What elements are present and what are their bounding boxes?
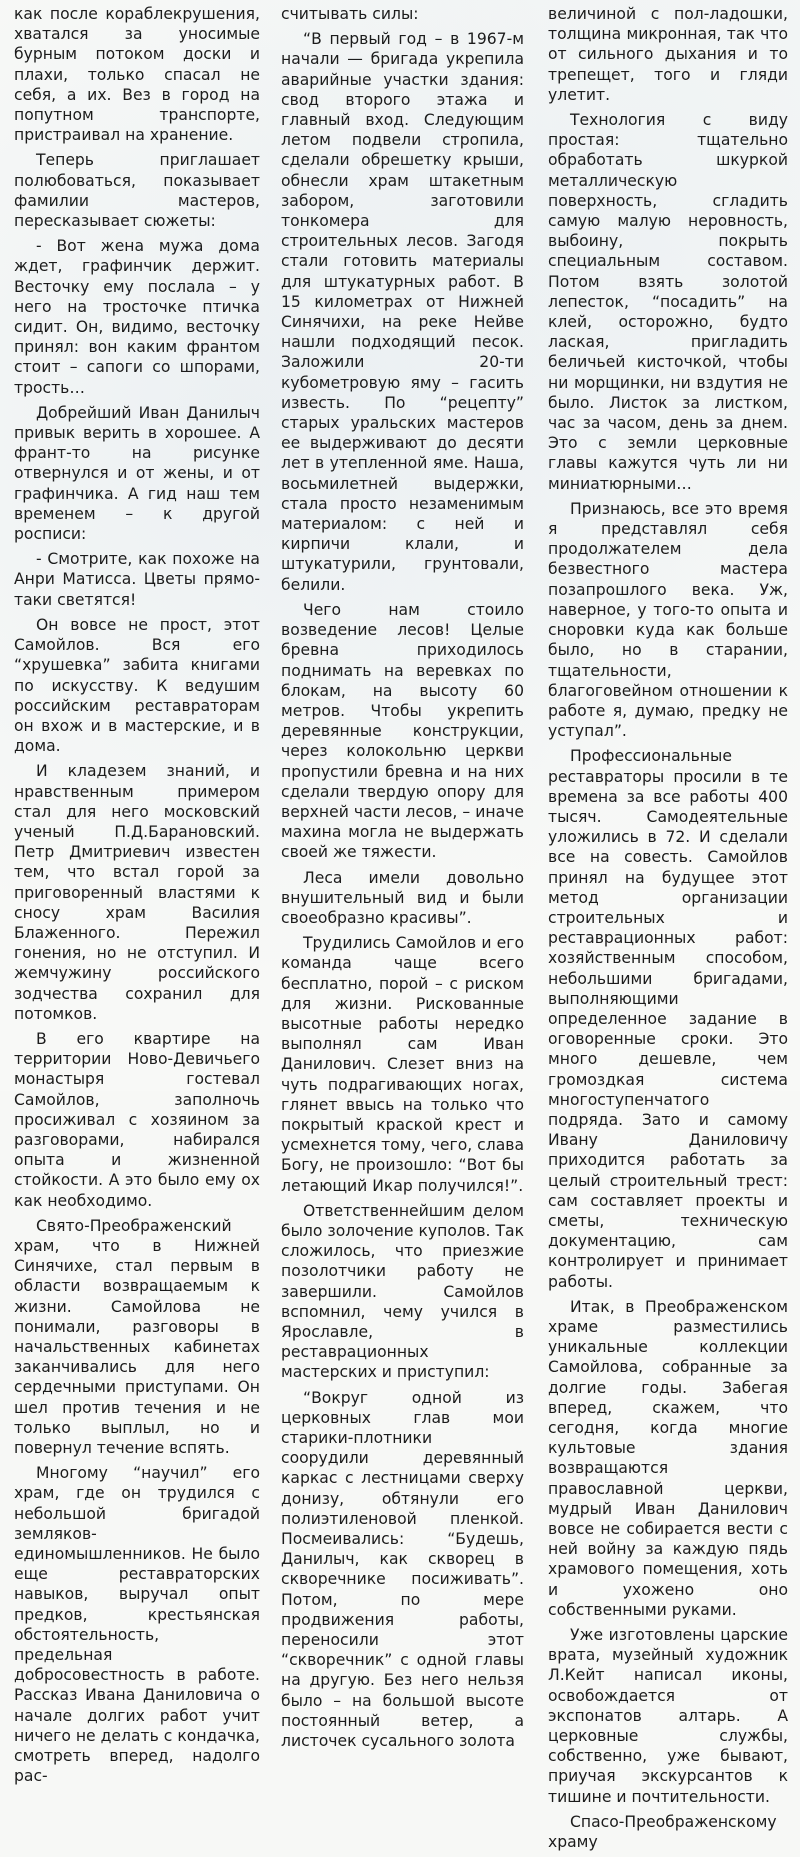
paragraph: “В первый год – в 1967-м начали — бригада укрепила аварийные участки здания: свод второго этажа и главный вход. Следующим летом подвели стропила, сделали обрешетку крыши, обнесли храм штакетным забором, заготовили тонкомера для строительных лесов. Загодя стали готовить материалы для штукатурных работ. В 15 километрах от Нижней Синячихи, на реке Нейве нашли подходящий песок. Заложили 20-ти кубометровую яму – гасить известь. По “рецепту” старых уральских мастеров ее выдерживают до десяти лет в утепленной яме. Наша, восьмилетней выдержки, стала просто незаменимым материалом: с ней и кирпичи клали, и штукатурили, грунтовали, белили. [281,30,524,594]
paragraph: Свято-Преображенский храм, что в Нижней Синячихе, стал первым в области возвращаемым к жизни. Самойлова не понимали, разговоры в начальственных кабинетах заканчивались для него сердечными приступами. Он шел против течения и не только выплыл, но и повернул течение вспять. [14,1216,260,1458]
paragraph: Ответственнейшим делом было золочение куполов. Так сложилось, что приезжие позолотчики работу не завершили. Самойлов вспомнил, чему учился в Ярославле, в реставрационных мастерских и приступил: [281,1201,524,1382]
paragraph: Спасо-Преображенскому храму [548,1812,777,1852]
paragraph: Чего нам стоило возведение лесов! Целые бревна приходилось поднимать на веревках по блокам, на высоту 60 метров. Чтобы укрепить деревянные конструкции, через колокольню церкви пропустили бревна и на них сделали твердую опору для верхней части лесов, – иначе махина могла не выдержать своей же тяжести. [281,600,524,862]
paragraph: Трудились Самойлов и его команда чаще всего бесплатно, порой – с риском для жизни. Рискованные высотные работы нередко выполнял сам Иван Данилович. Слезет вниз на чуть подрагивающих ногах, глянет ввысь на только что покрытый краской крест и усмехнется тому, чего, слава Богу, не произошло: “Вот бы летающий Икар получился!”. [281,934,524,1195]
paragraph: Многому “научил” его храм, где он трудился с небольшой бригадой земляков-единомышленников. Не было еще реставраторских навыков, выручал опыт предков, крестьянская обстоятельность, предельная добросовестность в работе. Рассказ Ивана Даниловича о начале долгих работ учит ничего не делать с кондачка, смотреть вперед, надолго рас- [14,1464,260,1786]
paragraph: Уже изготовлены царские врата, музейный художник Л.Кейт написал иконы, освобождается от экспонатов алтарь. А церковные службы, собственно, уже бывают, приучая экскурсантов к тишине и почтительности. [548,1626,788,1806]
text-column-3 [548,4,788,1857]
paragraph: - Смотрите, как похоже на Анри Матисса. Цветы прямо-таки светятся! [14,550,260,609]
text-column-2 [281,4,524,1756]
paragraph: Профессиональные реставраторы просили в те времена за все работы 400 тысяч. Самодеятельные уложились в 72. И сделали все на совесть. Самойлов принял на будущее этот метод организации строительных и реставрационных работ: хозяйственным способом, небольшими бригадами, выполняющими определенное задание в оговоренные сроки. Это много дешевле, чем громоздкая система многоступенчатого подряда. Зато и самому Ивану Даниловичу приходится работать за целый строительный трест: сам составляет проекты и сметы, техническую документацию, сам контролирует и принимает работы. [548,747,788,1291]
paragraph: Признаюсь, все это время я представлял себя продолжателем дела безвестного мастера позапрошлого века. Уж, наверное, у того-то опыта и сноровки куда как больше было, но в старании, тщательности, благоговейном отношении к работе я, думаю, предку не уступал”. [548,499,788,741]
text-column-1 [14,4,260,1791]
paragraph: считывать силы: [281,5,419,23]
paragraph: Теперь приглашает полюбоваться, показывает фамилии мастеров, пересказывает сюжеты: [14,151,260,231]
paragraph: В его квартире на территории Ново-Девичьего монастыря гостевал Самойлов, заполночь просиживал с хозяином за разговорами, набирался опыта и жизненной стойкости. А это было ему ох как необходимо. [14,1029,260,1210]
paragraph: И кладезем знаний, и нравственным примером стал для него московский ученый П.Д.Барановский. Петр Дмитриевич известен тем, что встал горой за приговоренный властями к сносу храм Василия Блаженного. Пережил гонения, но не отступил. И жемчужину российского зодчества сохранил для потомков. [14,762,260,1023]
paragraph: Леса имели довольно внушительный вид и были своеобразно красивы”. [281,868,524,927]
paragraph: Итак, в Преображенском храме разместились уникальные коллекции Самойлова, собранные за долгие годы. Забегая вперед, скажем, что сегодня, когда многие культовые здания возвращаются православной церкви, мудрый Иван Данилович вовсе не собирается вести с ней войну за каждую пядь храмового помещения, хоть и ухожено оно собственными руками. [548,1297,788,1619]
paragraph: Добрейший Иван Данилыч привык верить в хорошее. А франт-то на рисунке отвернулся и от жены, и от графинчика. А гид наш тем временем – к другой росписи: [14,403,260,544]
paragraph: “Вокруг одной из церковных глав мои старики-плотники соорудили деревянный каркас с лестницами сверху донизу, обтянули его полиэтиленовой пленкой. Посмеивались: “Будешь, Данилыч, как скворец в скворечнике посиживать”. Потом, по мере продвижения работы, переносили этот “скворечник” с одной главы на другую. Без него нельзя было – на большой высоте постоянный ветер, а листочек сусального золота [281,1388,524,1751]
paragraph: величиной с пол-ладошки, толщина микронная, так что от сильного дыхания и то трепещет, того и гляди улетит. [548,5,788,104]
paragraph: Технология с виду простая: тщательно обработать шкуркой металлическую поверхность, сгладить самую малую неровность, выбоину, покрыть специальным составом. Потом взять золотой лепесток, “посадить” на клей, осторожно, будто лаская, пригладить беличьей кисточкой, чтобы ни морщинки, ни вздутия не было. Листок за листком, час за часом, день за днем. Это с земли церковные главы кажутся чуть ли ни миниатюрными… [548,111,788,493]
paragraph: Он вовсе не прост, этот Самойлов. Вся его “хрушевка” забита книгами по искусству. К ведушим российским реставраторам он вхож и в мастерские, и в дома. [14,615,260,756]
paragraph: - Вот жена мужа дома ждет, графинчик держит. Весточку ему послала – у него на тросточке птичка сидит. Он, видимо, весточку принял: вон каким франтом стоит – сапоги со шпорами, трость… [14,237,260,397]
paragraph: как после кораблекрушения, хватался за уносимые бурным потоком доски и плахи, только спасал не себя, а их. Вез в город на попутном транспорте, пристраивал на хранение. [14,5,260,145]
